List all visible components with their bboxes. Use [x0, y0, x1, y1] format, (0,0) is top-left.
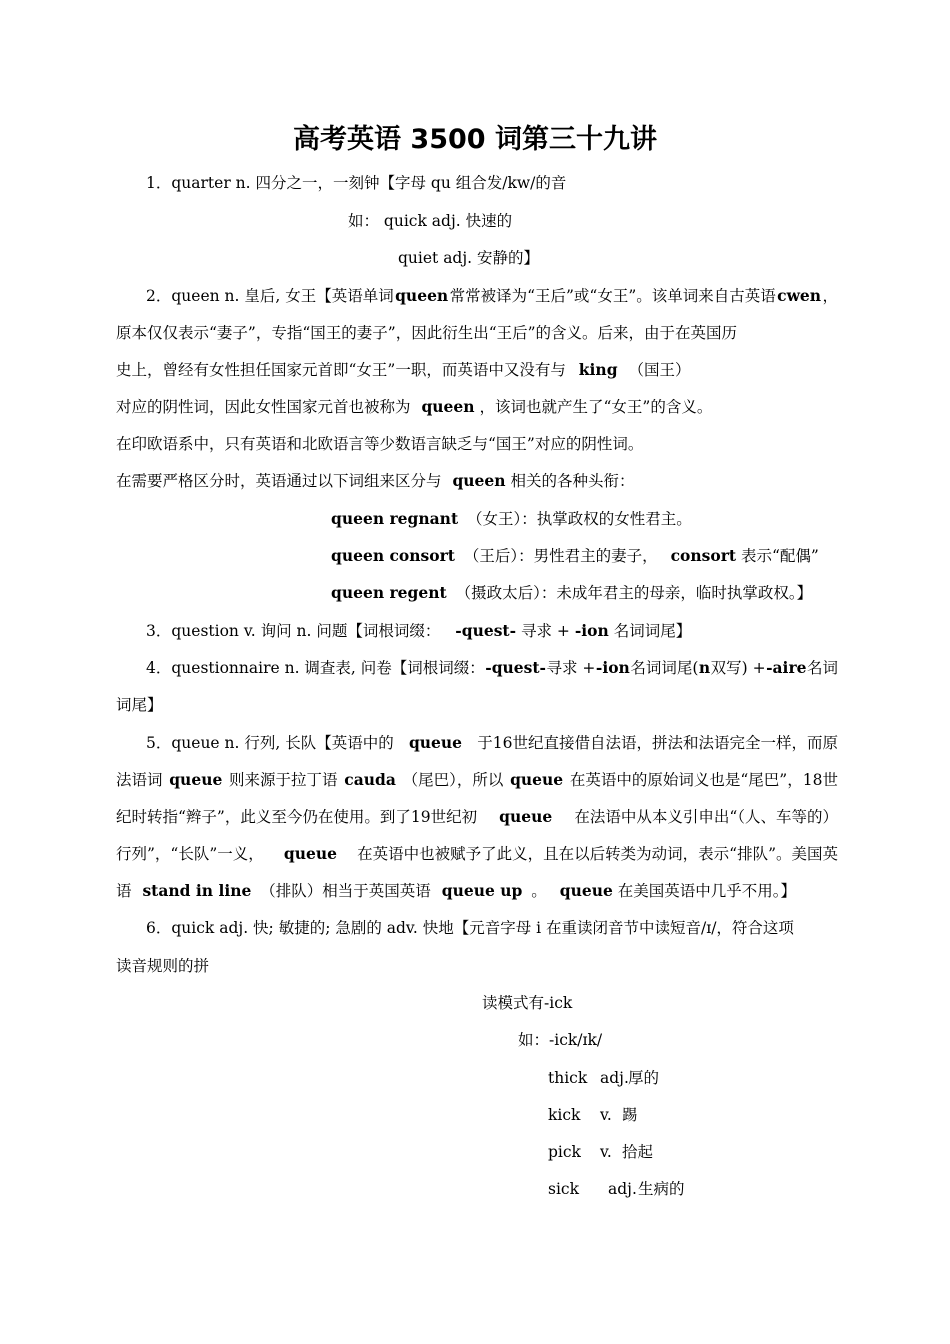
- entry-5-text-3b: 在法语中从本义引申出“（人、车等的）: [574, 808, 838, 826]
- entry-3-text-1: 寻求 +: [520, 622, 570, 640]
- entry-5-text-5b: （排队）相当于英国英语: [260, 882, 431, 900]
- entry-1-example-2: quiet adj. 安静的】: [398, 249, 540, 267]
- keyword-cauda: cauda: [344, 770, 396, 789]
- entry-2-line-6-tail: 相关的各种头衔：: [510, 472, 635, 490]
- title-row-regent: [331, 582, 812, 604]
- entry-5-text-2a: 法语词: [116, 771, 163, 789]
- entry-3-text-2: 名词词尾】: [613, 622, 692, 640]
- example-pos: adj.: [608, 1180, 637, 1198]
- keyword-queue: queue: [283, 844, 338, 863]
- entry-6-line-1: 6．quick adj. 快; 敏捷的; 急剧的 adv. 快地【元音字母 i 在重读闭音节中读短音/ɪ/，符合这项: [146, 919, 794, 937]
- keyword-queen: queen: [452, 471, 506, 490]
- keyword-consort: consort: [670, 546, 737, 565]
- suffix-ion: -ion: [595, 658, 630, 677]
- term-queen-consort: queen consort: [331, 546, 455, 565]
- entry-2-line-4: [116, 396, 712, 418]
- title-row-regnant: [331, 508, 692, 530]
- entry-2-head: 2．queen n. 皇后, 女王【英语单词: [146, 287, 394, 305]
- entry-5-text-1: 于16世纪直接借自法语，拼法和法语完全一样，而原: [477, 734, 838, 752]
- entry-2-comma: ，: [822, 287, 838, 305]
- entry-2-line-4-tail: ，该词也就产生了“女王”的含义。: [479, 398, 713, 416]
- example-row: [548, 1141, 653, 1163]
- example-pos: v.: [600, 1143, 612, 1161]
- entry-2-line-2: 原本仅仅表示“妻子”，专指“国王的妻子”，因此衍生出“王后”的含义。后来，由于在英国历: [116, 324, 738, 342]
- title-row-consort: [331, 545, 819, 567]
- entry-5-text-2c: （尾巴），所以: [402, 771, 504, 789]
- entry-2-line-1: [116, 285, 838, 307]
- term-queen-regnant-def: （女王）：执掌政权的女性君主。: [467, 510, 692, 528]
- entry-5-head: 5．queue n. 行列, 长队【英语中的: [146, 734, 394, 752]
- entry-2-text-1: 常常被译为“王后”或“女王”。该单词来自古英语: [449, 287, 776, 305]
- keyword-queue: queue: [169, 770, 223, 789]
- keyword-cwen: cwen: [777, 286, 822, 305]
- entry-4-line-1: [116, 657, 838, 679]
- entry-4-line-2: 词尾】: [116, 696, 163, 714]
- example-row: [548, 1067, 659, 1089]
- letter-n: n: [698, 658, 711, 677]
- entry-5-line-5: [116, 880, 796, 902]
- term-queen-regent-def: （摄政太后）：未成年君主的母亲，临时执掌政权。】: [455, 584, 813, 602]
- keyword-queue: queue: [510, 770, 564, 789]
- example-word: sick: [548, 1180, 579, 1198]
- example-pos: v.: [600, 1106, 612, 1124]
- entry-2-line-5: 在印欧语系中，只有英语和北欧语言等少数语言缺乏与“国王”对应的阴性词。: [116, 435, 644, 453]
- root-quest: -quest-: [455, 621, 517, 640]
- entry-5-text-4b: 在英语中也被赋予了此义，且在以后转类为动词，表示“排队”。美国英: [357, 845, 838, 863]
- entry-6-line-4: 如：-ick/ɪk/: [518, 1031, 603, 1049]
- entry-3-line: [146, 620, 691, 642]
- keyword-queue: queue: [408, 733, 463, 752]
- example-word: thick: [548, 1069, 588, 1087]
- term-queen-consort-def: （王后）：男性君主的妻子，: [463, 547, 658, 565]
- keyword-king: king: [578, 360, 618, 379]
- example-meaning: 生病的: [638, 1180, 685, 1198]
- keyword-stand-in-line: stand in line: [142, 881, 252, 900]
- entry-6-line-3: 读模式有-ick: [482, 994, 573, 1012]
- entry-5-text-2b: 则来源于拉丁语: [229, 771, 338, 789]
- keyword-queue: queue: [499, 807, 553, 826]
- example-meaning: 拾起: [622, 1143, 654, 1161]
- keyword-queen: queen: [395, 286, 449, 305]
- consort-meaning: 表示“配偶”: [740, 547, 819, 565]
- entry-5-line-4: [116, 843, 838, 865]
- entry-2-line-3: [116, 359, 691, 381]
- page-title: 高考英语 3500 词第三十九讲: [293, 124, 657, 155]
- entry-5-line-2: [116, 769, 838, 791]
- keyword-queen: queen: [421, 397, 475, 416]
- example-word: kick: [548, 1106, 581, 1124]
- example-row: [548, 1104, 638, 1126]
- entry-6-line-2: 读音规则的拼: [116, 957, 210, 975]
- entry-5-text-3a: 纪时转指“辫子”，此义至今仍在使用。到了19世纪初: [116, 808, 478, 826]
- entry-2-line-3-gloss: （国王）: [628, 361, 691, 379]
- entry-5-text-5c: 。: [531, 882, 547, 900]
- entry-5-text-5d: 在美国英语中几乎不用。】: [617, 882, 797, 900]
- entry-2-line-3-text: 史上，曾经有女性担任国家元首即“女王”一职，而英语中又没有与: [116, 361, 566, 379]
- entry-4-head: 4．questionnaire n. 调查表, 问卷【词根词缀：: [146, 659, 485, 677]
- entry-2-line-6-text: 在需要严格区分时，英语通过以下词组来区分与: [116, 472, 442, 490]
- example-meaning: 厚的: [628, 1069, 660, 1087]
- entry-2-line-4-text: 对应的阴性词，因此女性国家元首也被称为: [116, 398, 411, 416]
- example-pos: adj.: [600, 1069, 629, 1087]
- keyword-queue: queue: [559, 881, 613, 900]
- keyword-queue-up: queue up: [441, 881, 523, 900]
- term-queen-regnant: queen regnant: [331, 509, 459, 528]
- entry-4-text-1: 寻求 +: [546, 659, 596, 677]
- root-quest: -quest-: [485, 658, 546, 677]
- term-queen-regent: queen regent: [331, 583, 447, 602]
- entry-4-text-4: 名词: [806, 659, 838, 677]
- entry-3-head: 3．question v. 询问 n. 问题【词根词缀：: [146, 622, 441, 640]
- entry-5-line-3: [116, 806, 838, 828]
- example-row: [548, 1178, 685, 1200]
- entry-5-text-5a: 语: [116, 882, 132, 900]
- entry-2-line-6: [116, 470, 635, 492]
- example-meaning: 踢: [622, 1106, 638, 1124]
- entry-5-text-4a: 行列”，“长队”一义，: [116, 845, 264, 863]
- entry-1-line: 1．quarter n. 四分之一，一刻钟【字母 qu 组合发/kw/的音: [146, 174, 567, 192]
- example-word: pick: [548, 1143, 581, 1161]
- entry-1-example-1: 如： quick adj. 快速的: [348, 212, 513, 230]
- entry-5-line-1: [116, 732, 838, 754]
- entry-5-text-2d: 在英语中的原始词义也是“尾巴”，18世: [569, 771, 838, 789]
- suffix-aire: -aire: [766, 658, 807, 677]
- entry-4-text-2: 名词词尾(: [630, 659, 699, 677]
- suffix-ion: -ion: [574, 621, 609, 640]
- entry-4-text-3: 双写) +: [710, 659, 766, 677]
